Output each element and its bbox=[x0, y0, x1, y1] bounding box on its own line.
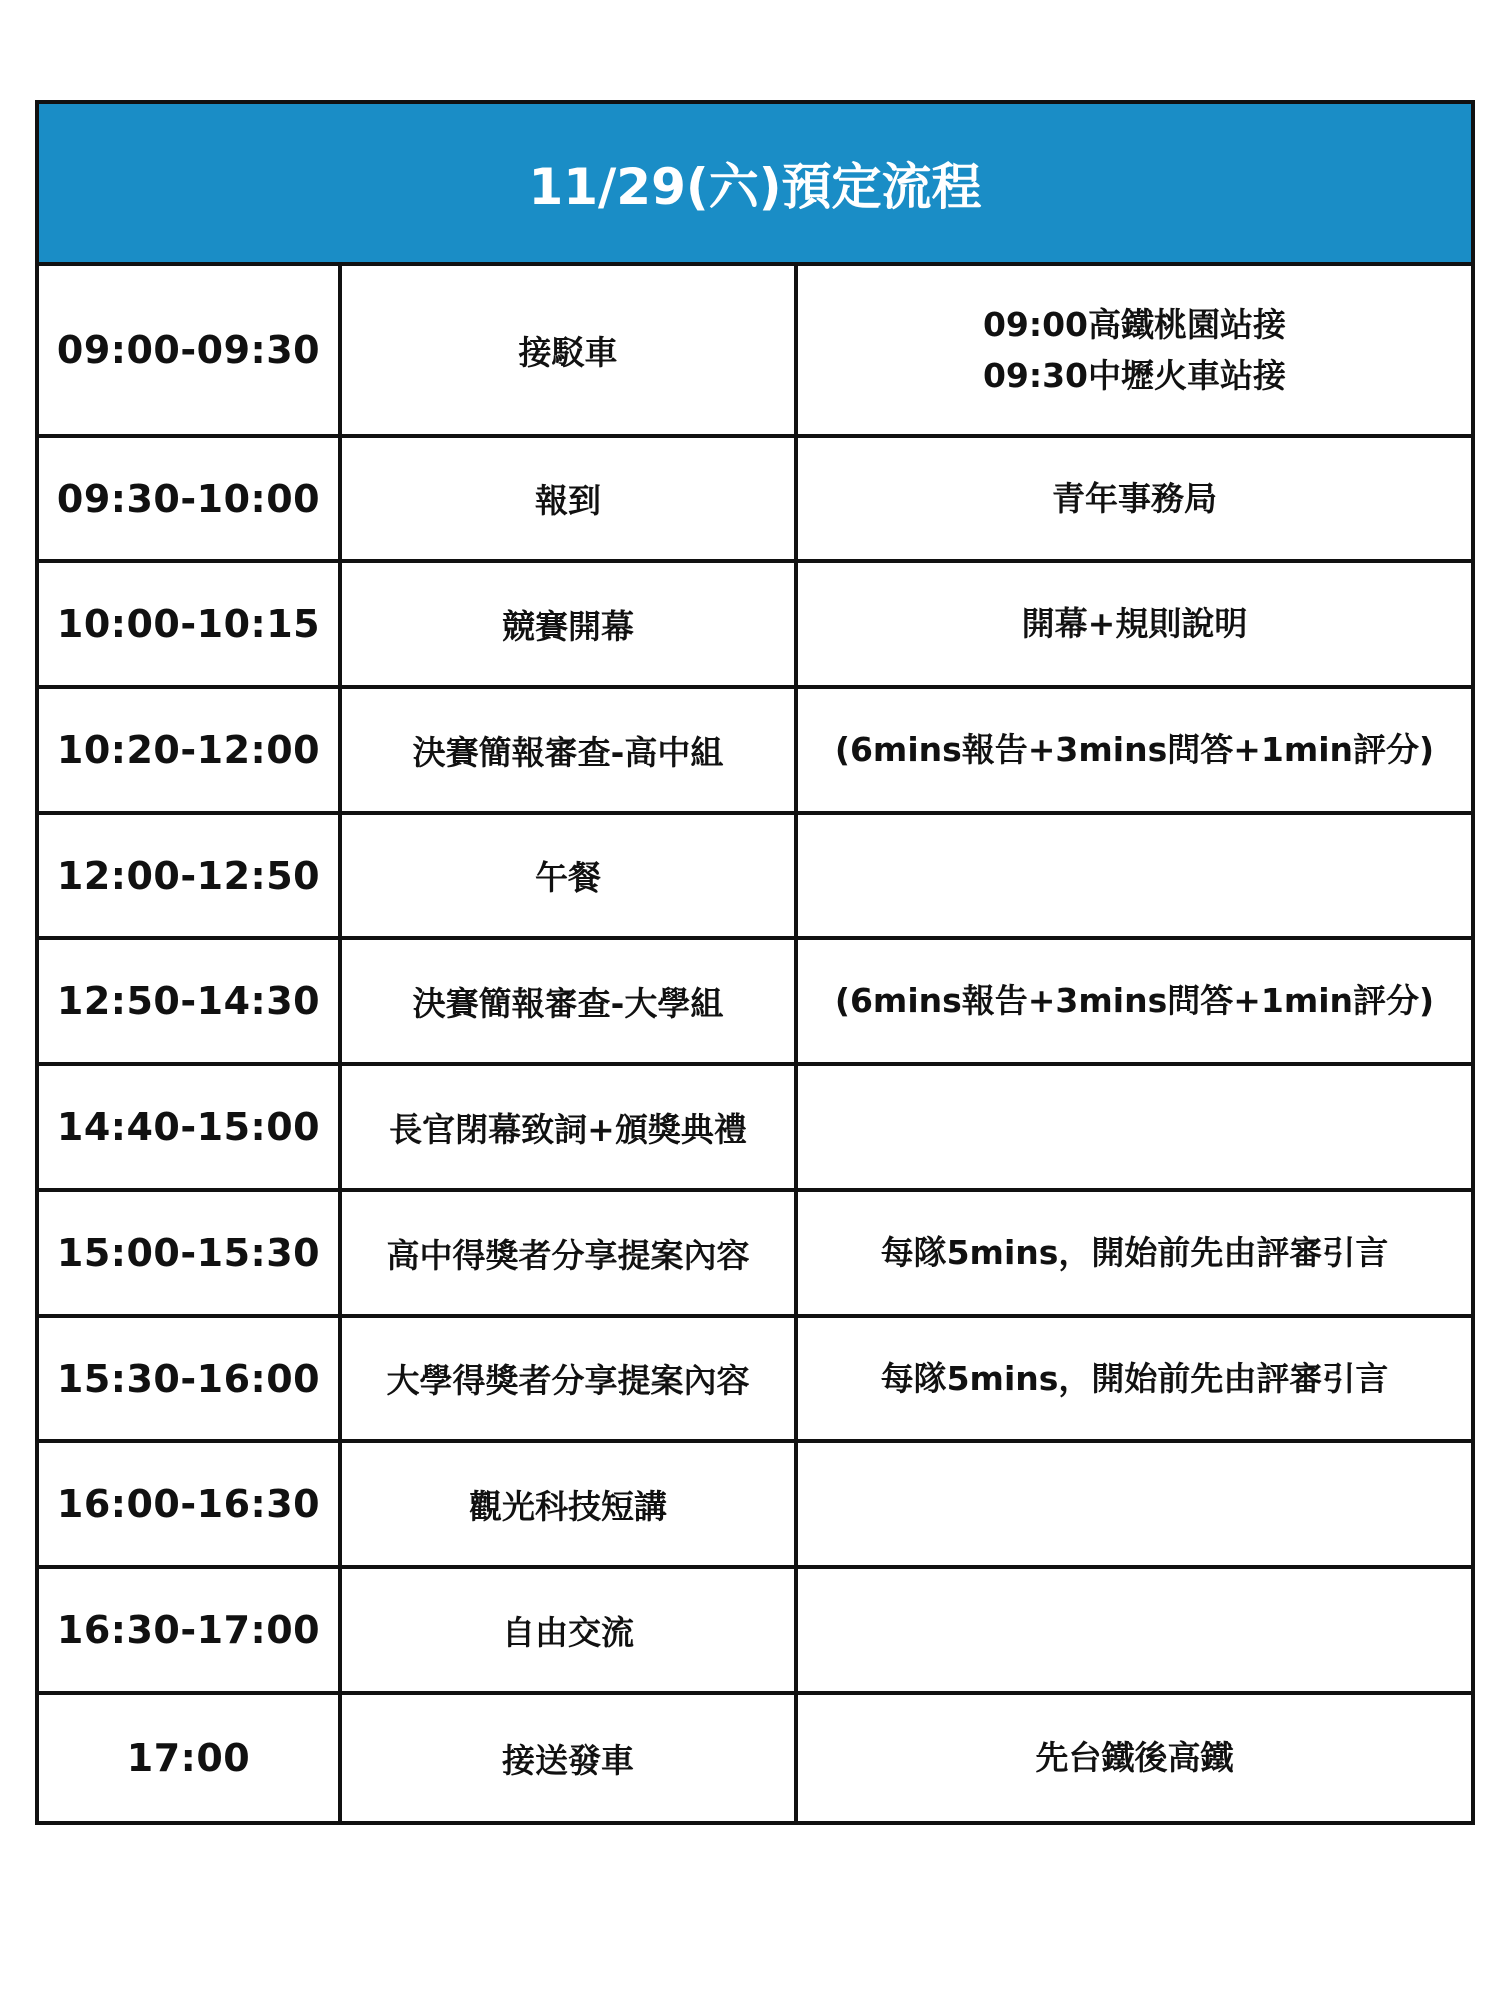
note-cell bbox=[794, 1066, 1471, 1188]
note-line: 每隊5mins，開始前先由評審引言 bbox=[880, 1233, 1389, 1273]
note-line: 青年事務局 bbox=[1052, 478, 1217, 518]
schedule-title: 11/29(六)預定流程 bbox=[39, 104, 1471, 266]
note-line: 每隊5mins，開始前先由評審引言 bbox=[880, 1358, 1389, 1398]
event-cell: 觀光科技短講 bbox=[338, 1443, 794, 1565]
table-row bbox=[39, 1695, 1471, 1821]
table-row bbox=[39, 1443, 1471, 1569]
event-cell: 高中得獎者分享提案內容 bbox=[338, 1192, 794, 1314]
note-line: (6mins報告+3mins問答+1min評分) bbox=[834, 981, 1435, 1021]
time-cell: 12:00-12:50 bbox=[56, 853, 321, 898]
table-row bbox=[39, 815, 1471, 940]
time-cell: 10:00-10:15 bbox=[56, 602, 321, 646]
time-cell: 16:30-17:00 bbox=[56, 1608, 321, 1652]
note-cell bbox=[794, 689, 1471, 811]
note-cell bbox=[794, 940, 1471, 1062]
note-cell bbox=[794, 1569, 1471, 1691]
note-line: 先台鐵後高鐵 bbox=[1035, 1738, 1234, 1778]
note-line: 開幕+規則說明 bbox=[1021, 604, 1248, 644]
table-row bbox=[39, 689, 1471, 815]
table-row bbox=[39, 266, 1471, 438]
time-cell: 17:00 bbox=[126, 1736, 251, 1780]
event-cell: 長官閉幕致詞+頒獎典禮 bbox=[338, 1066, 794, 1188]
note-cell bbox=[794, 1695, 1471, 1821]
table-row bbox=[39, 1192, 1471, 1318]
event-cell: 競賽開幕 bbox=[338, 563, 794, 685]
table-row bbox=[39, 1066, 1471, 1192]
schedule-rows bbox=[39, 266, 1471, 1821]
note-line: 09:30中壢火車站接 bbox=[982, 356, 1287, 395]
note-line: 09:00高鐵桃園站接 bbox=[982, 304, 1287, 344]
time-cell: 09:00-09:30 bbox=[56, 328, 321, 372]
time-cell: 16:00-16:30 bbox=[56, 1482, 321, 1526]
event-cell: 自由交流 bbox=[338, 1569, 794, 1691]
table-row bbox=[39, 563, 1471, 689]
time-cell: 15:30-16:00 bbox=[56, 1356, 321, 1401]
time-cell: 15:00-15:30 bbox=[56, 1231, 321, 1275]
time-cell: 10:20-12:00 bbox=[56, 728, 321, 772]
event-cell: 決賽簡報審查-大學組 bbox=[338, 940, 794, 1062]
note-cell bbox=[794, 815, 1471, 936]
note-cell bbox=[794, 1192, 1471, 1314]
event-cell: 報到 bbox=[338, 438, 794, 559]
table-row bbox=[39, 940, 1471, 1066]
time-cell: 09:30-10:00 bbox=[56, 476, 321, 521]
event-cell: 午餐 bbox=[338, 815, 794, 936]
note-cell bbox=[794, 266, 1471, 434]
table-row bbox=[39, 1569, 1471, 1695]
event-cell: 決賽簡報審查-高中組 bbox=[338, 689, 794, 811]
note-line: (6mins報告+3mins問答+1min評分) bbox=[834, 730, 1435, 770]
event-cell: 接送發車 bbox=[338, 1695, 794, 1821]
time-cell: 12:50-14:30 bbox=[56, 979, 321, 1023]
event-cell: 接駁車 bbox=[338, 266, 794, 434]
table-row bbox=[39, 438, 1471, 563]
table-row bbox=[39, 1318, 1471, 1443]
note-cell bbox=[794, 1318, 1471, 1439]
note-cell bbox=[794, 1443, 1471, 1565]
event-cell: 大學得獎者分享提案內容 bbox=[338, 1318, 794, 1439]
schedule-table bbox=[35, 100, 1475, 1825]
note-cell bbox=[794, 438, 1471, 559]
note-cell bbox=[794, 563, 1471, 685]
time-cell: 14:40-15:00 bbox=[56, 1105, 321, 1149]
